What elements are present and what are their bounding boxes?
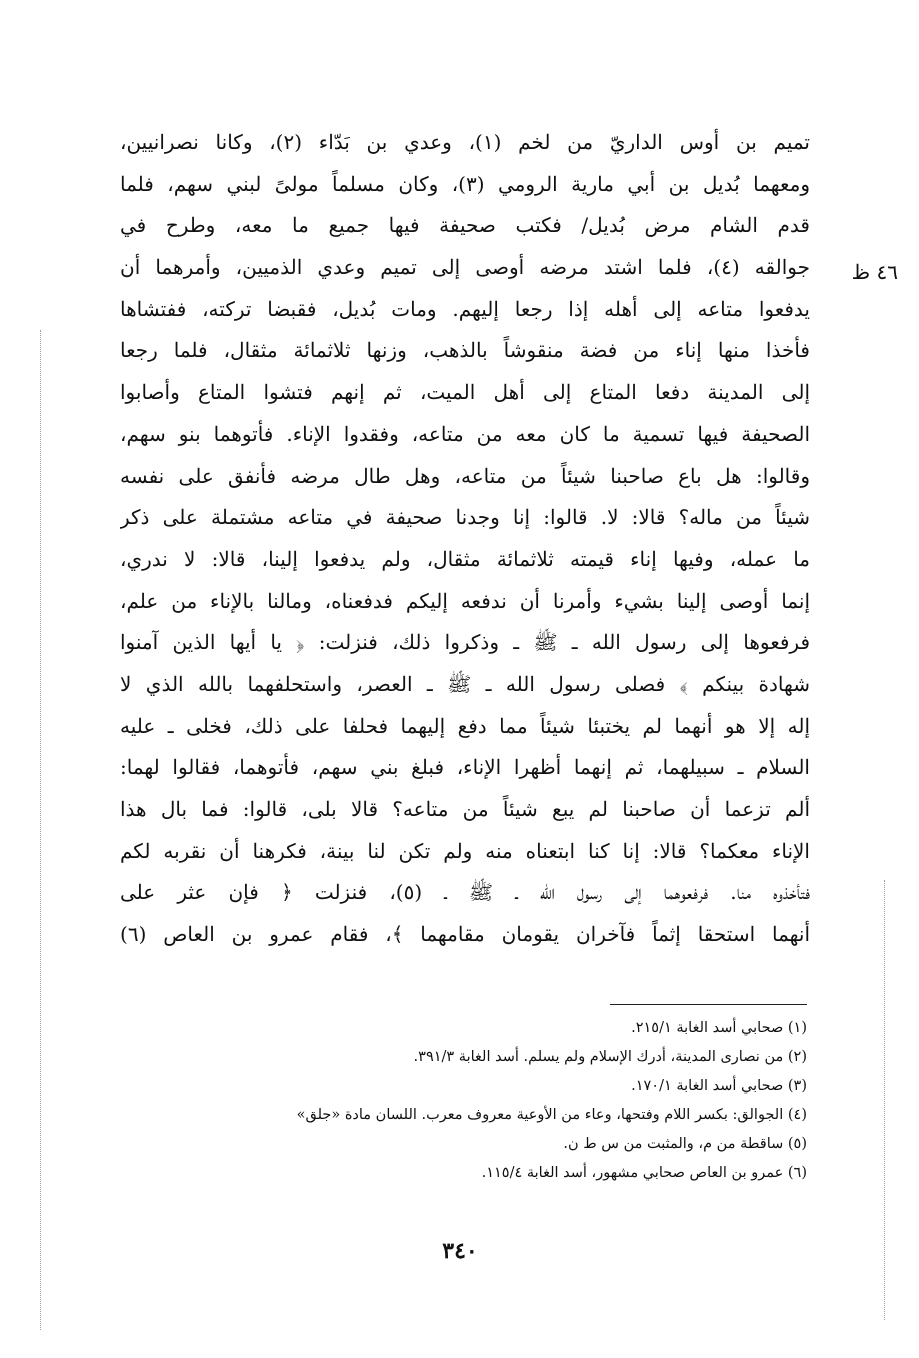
scan-artifact-left — [40, 330, 41, 1330]
text-line: وقالوا: هل باع صاحبنا شيئاً من متاعه، وهل طال مرضه فأنفق على نفسه — [120, 463, 810, 488]
footnote: (١) صحابي أسد الغابة ٢١٥/١. — [631, 1020, 807, 1036]
footnote: (٢) من نصارى المدينة، أدرك الإسلام ولم يسلم. أسد الغابة ٣٩١/٣. — [413, 1049, 807, 1065]
footnote: (٣) صحابي أسد الغابة ١٧٠/١. — [631, 1078, 807, 1094]
text-line: جوالقه (٤)، فلما اشتد مرضه أوصى إلى تميم وعدي الذميين، وأمرهما أن — [120, 255, 810, 280]
text-line: قدم الشام مرض بُديل/ فكتب صحيفة فيها جميع ما معه، وطرح في — [120, 213, 810, 238]
text-line: فرفعوها إلى رسول الله ـ ﷺ ـ وذكروا ذلك، فنزلت: ﴿ يا أيها الذين آمنوا — [120, 630, 810, 655]
footnote: (٦) عمرو بن العاص صحابي مشهور، أسد الغابة ١١٥/٤. — [481, 1165, 807, 1181]
text-line: يدفعوا متاعه إلى أهله إذا رجعا إليهم. ومات بُديل، فقبضا تركته، ففتشاها — [120, 296, 810, 321]
text-line: إنما أوصى إلينا بشيء وأمرنا أن ندفعه إليكم فدفعناه، ومالنا بالإناء من علم، — [120, 588, 810, 613]
text-line: إلى المدينة دفعا المتاع إلى أهل الميت، ثم إنهم فتشوا المتاع وأصابوا — [120, 380, 810, 405]
scan-artifact-right — [884, 880, 885, 1320]
text-line: شهادة بينكم ﴾ فصلى رسول الله ـ ﷺ ـ العصر، واستحلفهما بالله الذي لا — [120, 671, 810, 696]
text-line: إله إلا هو أنهما لم يختبئا شيئاً مما دفع إليهما فحلفا على ذلك، فخلى ـ عليه — [120, 713, 810, 738]
text-line: الإناء معكما؟ قالا: إنا كنا ابتعناه منه ولم تكن لنا بينة، فكرهنا أن نقربه لكم — [120, 838, 810, 863]
footnote: (٤) الجوالق: بكسر اللام وفتحها، وعاء من الأوعية معروف معرب. اللسان مادة «جلق» — [296, 1107, 807, 1123]
text-line: فأخذا منها إناء من فضة منقوشاً بالذهب، وزنها ثلاثمائة مثقال، فلما رجعا — [120, 338, 810, 363]
text-line: فتأخذوه منا. فرفعوهما إلى رسول الله ـ ﷺ ـ (٥)، فنزلت ﴿ فإن عثر على — [120, 880, 810, 905]
main-text — [120, 122, 810, 956]
text-line: شيئاً من ماله؟ قالا: لا. قالوا: إنا وجدنا صحيفة في متاعه مشتملة على ذكر — [120, 505, 810, 530]
text-line: ومعهما بُديل بن أبي مارية الرومي (٣)، وكان مسلماً مولىً لبني سهم، فلما — [120, 171, 810, 196]
text-line: ما عمله، وفيها إناء قيمته ثلاثمائة مثقال، ولم يدفعوا إلينا، قالا: لا ندري، — [120, 546, 810, 571]
margin-folio-note: ٤٦ ظ — [851, 260, 898, 284]
text-line: السلام ـ سبيلهما، ثم إنهما أظهرا الإناء، فبلغ بني سهم، فأتوهما، فقالوا لهما: — [120, 755, 810, 780]
text-line: تميم بن أوس الداريّ من لخم (١)، وعدي بن بَدّاء (٢)، وكانا نصرانيين، — [120, 130, 810, 154]
footnote: (٥) ساقطة من م، والمثبت من س ط ن. — [563, 1136, 807, 1152]
page-number: ٣٤٠ — [442, 1238, 478, 1264]
footnote-separator — [610, 1004, 807, 1005]
footnotes — [180, 1014, 807, 1188]
text-line: ألم تزعما أن صاحبنا لم يبع شيئاً من متاعه؟ قالا بلى، قالوا: فما بال هذا — [120, 797, 810, 821]
text-line: الصحيفة فيها تسمية ما كان معه من متاعه، وفقدوا الإناء. فأتوهما بنو سهم، — [120, 421, 810, 446]
text-line: أنهما استحقا إثماً فآخران يقومان مقامهما ﴾، فقام عمرو بن العاص (٦) — [120, 922, 810, 947]
